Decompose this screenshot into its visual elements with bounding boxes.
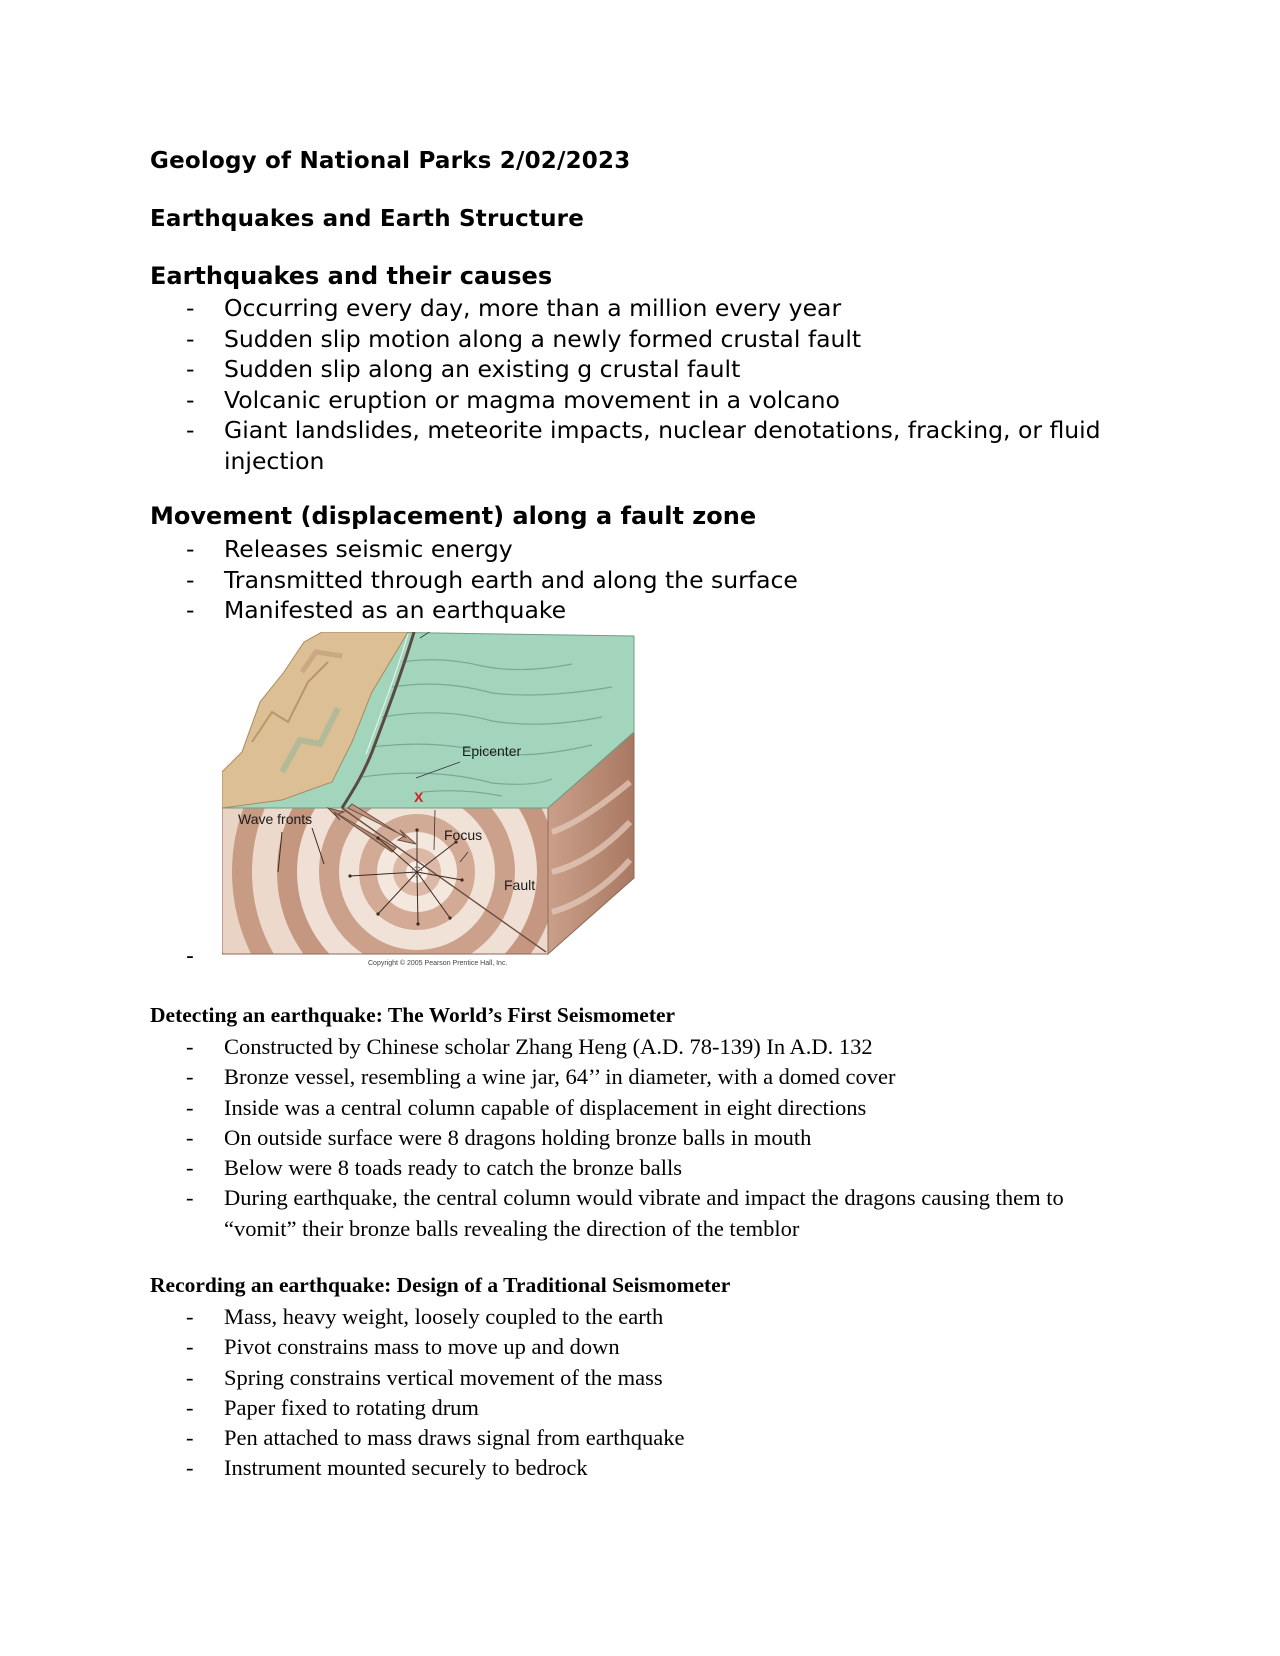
dash-marker: - [186, 1064, 194, 1090]
dash-marker: - [186, 1455, 194, 1481]
list-item: - Giant landslides, meteorite impacts, nuclear denotations, fracking, or fluid injection [186, 416, 1101, 475]
wave-fronts-label: Wave fronts [238, 811, 313, 827]
dash-marker: - [186, 294, 195, 322]
figure-copyright: Copyright © 2005 Pearson Prentice Hall, Inc. [368, 960, 508, 967]
list-item: - Volcanic eruption or magma movement in a volcano [186, 385, 840, 414]
detecting-list [186, 1032, 1126, 1244]
dash-marker: - [186, 416, 195, 444]
dash-marker: - [186, 1155, 194, 1181]
list-item: - Below were 8 toads ready to catch the bronze balls [186, 1153, 1126, 1183]
movement-heading: Movement (displacement) along a fault zone [150, 502, 757, 530]
figure-dash: - [186, 944, 194, 969]
list-item: - Releases seismic energy [186, 535, 513, 563]
list-item: - Instrument mounted securely to bedrock [186, 1453, 1126, 1483]
fault-label: Fault [504, 877, 536, 893]
dash-marker: - [186, 1304, 194, 1329]
movement-list [186, 534, 1126, 626]
dash-marker: - [186, 1034, 194, 1059]
recording-heading: Recording an earthquake: Design of a Traditional Seismometer [150, 1273, 731, 1297]
list-item: - Occurring every day, more than a million every year [186, 294, 842, 322]
causes-list [186, 293, 1126, 476]
list-item: - Sudden slip along an existing g crustal fault [186, 355, 741, 383]
list-item: - Sudden slip motion along a newly formed crustal fault [186, 324, 862, 353]
list-item: - Pen attached to mass draws signal from earthquake [186, 1423, 1126, 1453]
document-title: Geology of National Parks 2/02/2023 [150, 148, 631, 174]
list-item: - Constructed by Chinese scholar Zhang Heng (A.D. 78-139) In A.D. 132 [186, 1032, 1126, 1062]
dash-marker: - [186, 1364, 194, 1390]
dash-marker: - [186, 1425, 194, 1451]
dash-marker: - [186, 1185, 194, 1211]
list-item: - Inside was a central column capable of displacement in eight directions [186, 1093, 1126, 1123]
fault-block-diagram [222, 632, 672, 968]
list-item: - Transmitted through earth and along the surface [186, 565, 798, 594]
document-subtitle: Earthquakes and Earth Structure [150, 206, 585, 232]
dash-marker: - [186, 1394, 194, 1420]
list-item: - On outside surface were 8 dragons holding bronze balls in mouth [186, 1123, 1126, 1153]
epicenter-mark: X [414, 789, 424, 805]
dash-marker: - [186, 1334, 194, 1360]
dash-marker: - [186, 355, 195, 383]
list-item: - Paper fixed to rotating drum [186, 1393, 1126, 1423]
list-item: - Manifested as an earthquake [186, 596, 567, 624]
detecting-heading: Detecting an earthquake: The World’s First Seismometer [150, 1003, 676, 1027]
recording-list [186, 1302, 1126, 1484]
list-item: - During earthquake, the central column would vibrate and impact the dragons causing them to “vomit” their bronze balls revealing the direction of the temblor [186, 1185, 1064, 1241]
list-item: - Bronze vessel, resembling a wine jar, 64’’ in diameter, with a domed cover [186, 1062, 1126, 1092]
epicenter-label: Epicenter [462, 743, 522, 759]
list-item: - Spring constrains vertical movement of the mass [186, 1363, 1126, 1393]
list-item: - Pivot constrains mass to move up and down [186, 1332, 1126, 1362]
dash-marker: - [186, 596, 195, 624]
dash-marker: - [186, 1124, 194, 1150]
dash-marker: - [186, 324, 195, 353]
focus-label: Focus [444, 827, 483, 843]
causes-heading: Earthquakes and their causes [150, 262, 553, 290]
dash-marker: - [186, 565, 195, 594]
dash-marker: - [186, 535, 195, 563]
dash-marker: - [186, 385, 195, 414]
list-item: - Mass, heavy weight, loosely coupled to the earth [186, 1302, 1126, 1332]
dash-marker: - [186, 1094, 194, 1120]
